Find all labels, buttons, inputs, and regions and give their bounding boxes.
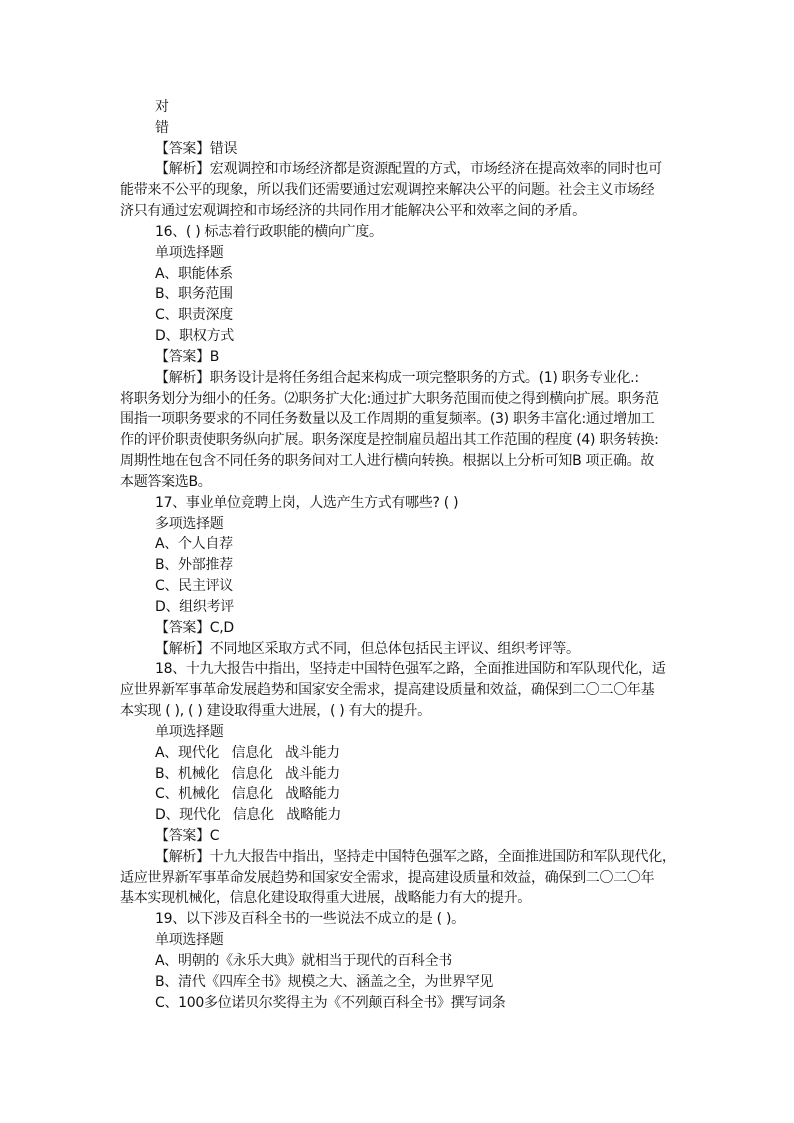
text-line: 能带来不公平的现象，所以我们还需要通过宏观调控来解决公平的问题。社会主义市场经: [120, 182, 655, 199]
text-line: C、100多位诺贝尔奖得主为《不列颠百科全书》撰写词条: [155, 994, 506, 1011]
text-line: 18、十九大报告中指出，坚持走中国特色强军之路，全面推进国防和军队现代化，适: [155, 661, 666, 678]
text-line: 基本实现机械化，信息化建设取得重大进展，战略能力有大的提升。: [120, 890, 531, 907]
text-line: B、外部推荐: [155, 557, 233, 574]
text-line: 对: [155, 99, 169, 115]
text-line: 16、( ) 标志着行政职能的横向广度。: [155, 223, 383, 240]
text-line: D、组织考评: [155, 598, 234, 615]
text-line: 【答案】B: [155, 348, 220, 365]
text-line: B、机械化 信息化 战斗能力: [155, 765, 340, 782]
text-line: 【解析】不同地区采取方式不同，但总体包括民主评议、组织考评等。: [155, 640, 580, 657]
text-line: 单项选择题: [155, 932, 224, 949]
text-line: D、现代化 信息化 战略能力: [155, 807, 342, 824]
text-line: 本题答案选B。: [120, 473, 212, 490]
text-line: C、职责深度: [155, 307, 233, 324]
text-line: A、职能体系: [155, 265, 233, 282]
text-line: 围指一项职务要求的不同任务数量以及工作周期的重复频率。(3) 职务丰富化:通过增加工: [120, 411, 655, 428]
text-line: 错: [155, 119, 169, 136]
text-line: 济只有通过宏观调控和市场经济的共同作用才能解决公平和效率之间的矛盾。: [120, 203, 586, 220]
text-line: 【答案】C,D: [155, 619, 234, 636]
text-line: 作的评价职责使职务纵向扩展。职务深度是控制雇员超出其工作范围的程度 (4) 职务转换:: [120, 432, 659, 449]
text-line: 本实现 ( ), ( ) 建设取得重大进展，( ) 有大的提升。: [120, 703, 431, 720]
text-line: 应世界新军事革命发展趋势和国家安全需求，提高建设质量和效益，确保到二〇二〇年基: [120, 682, 655, 699]
text-line: A、个人自荐: [155, 536, 233, 553]
text-line: A、明朝的《永乐大典》就相当于现代的百科全书: [155, 952, 452, 969]
text-line: 将职务划分为细小的任务。⑵职务扩大化:通过扩大职务范围而使之得到横向扩展。职务范: [120, 390, 659, 407]
text-line: 适应世界新军事革命发展趋势和国家安全需求，提高建设质量和效益，确保到二〇二〇年: [120, 869, 655, 886]
text-line: 19、以下涉及百科全书的一些说法不成立的是 ( )。: [155, 911, 465, 928]
text-line: 【解析】职务设计是将任务组合起来构成一项完整职务的方式。(1) 职务专业化.:: [155, 369, 639, 386]
text-line: D、职权方式: [155, 328, 234, 345]
text-line: 17、事业单位竞聘上岗，人选产生方式有哪些? ( ): [155, 494, 459, 511]
text-line: 【解析】宏观调控和市场经济都是资源配置的方式，市场经济在提高效率的同时也可: [155, 161, 662, 178]
text-line: 【答案】C: [155, 827, 220, 844]
document-body: [120, 97, 680, 1013]
text-line: A、现代化 信息化 战斗能力: [155, 744, 340, 761]
text-line: C、机械化 信息化 战略能力: [155, 786, 341, 803]
text-line: 周期性地在包含不同任务的职务间对工人进行横向转换。根据以上分析可知B 项正确。故: [120, 453, 655, 470]
text-line: C、民主评议: [155, 578, 233, 595]
text-line: 多项选择题: [155, 515, 224, 532]
text-line: B、清代《四库全书》规模之大、涵盖之全，为世界罕见: [155, 973, 494, 990]
text-line: 单项选择题: [155, 244, 224, 261]
text-line: 【解析】十九大报告中指出，坚持走中国特色强军之路，全面推进国防和军队现代化，: [155, 848, 676, 865]
text-line: 【答案】错误: [155, 140, 238, 157]
text-line: 单项选择题: [155, 723, 224, 740]
text-line: B、职务范围: [155, 286, 233, 303]
